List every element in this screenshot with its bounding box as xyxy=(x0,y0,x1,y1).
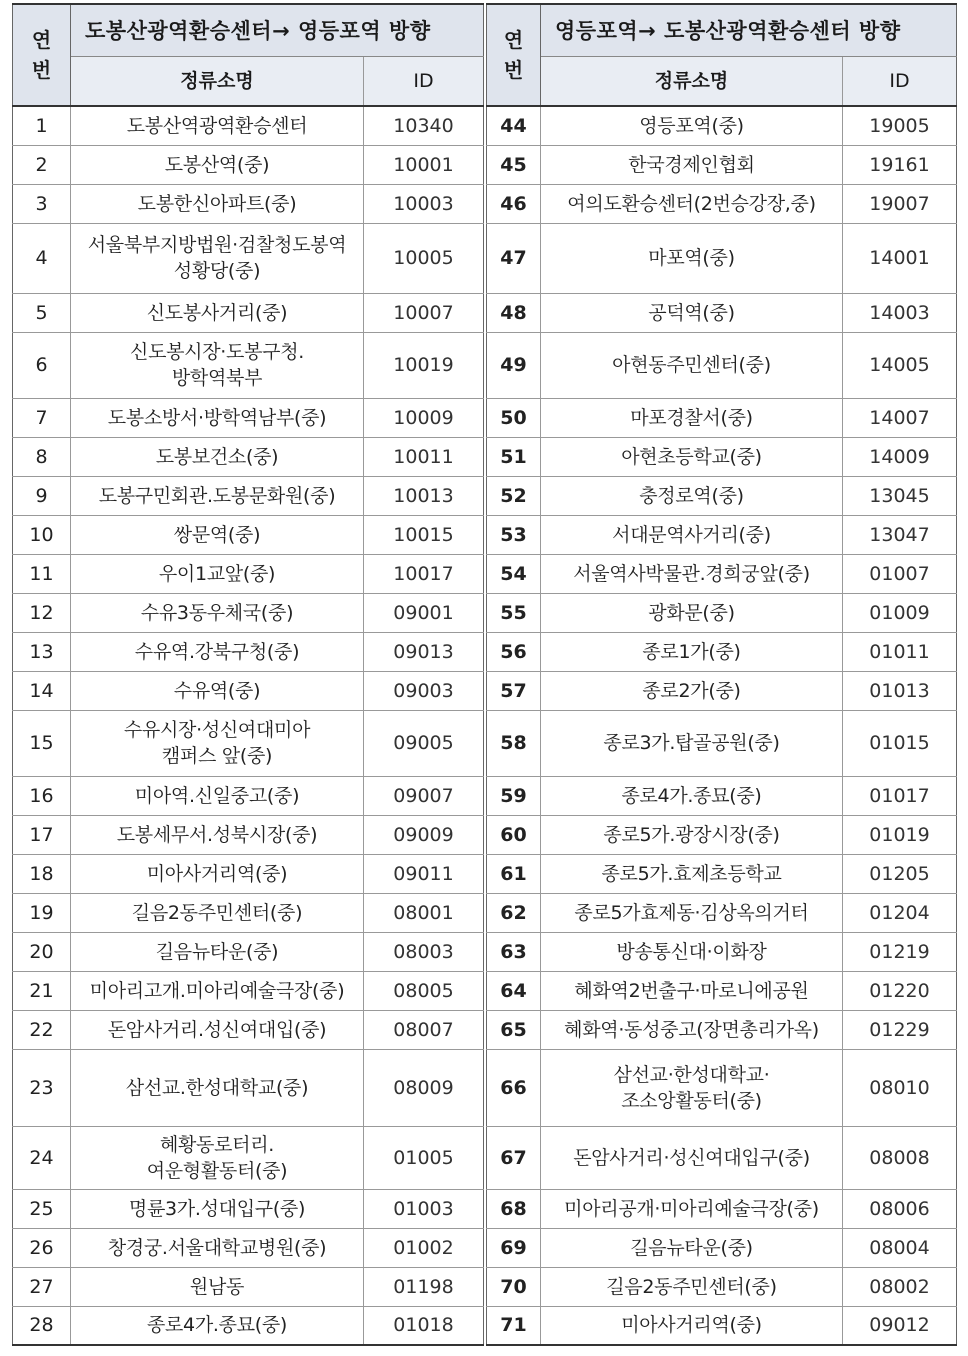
table-row xyxy=(13,932,484,971)
stop-name: 영등포역(중) xyxy=(541,106,843,145)
serial-number: 19 xyxy=(13,893,71,932)
stop-id: 01015 xyxy=(843,710,957,776)
table-row xyxy=(13,1126,484,1189)
table-row xyxy=(13,332,484,398)
serial-number: 57 xyxy=(487,671,541,710)
stop-name-header: 정류소명 xyxy=(71,57,364,107)
stop-id: 10019 xyxy=(364,332,484,398)
stop-id: 19007 xyxy=(843,184,957,223)
stop-id: 10015 xyxy=(364,515,484,554)
table-row xyxy=(13,710,484,776)
table-row xyxy=(487,815,957,854)
serial-number: 9 xyxy=(13,476,71,515)
table-row xyxy=(13,554,484,593)
stop-name: 수유3동우체국(중) xyxy=(71,593,364,632)
stop-id: 14005 xyxy=(843,332,957,398)
table-row xyxy=(487,971,957,1010)
table-row xyxy=(487,332,957,398)
serial-number: 47 xyxy=(487,223,541,293)
stop-id: 01204 xyxy=(843,893,957,932)
stop-name: 쌍문역(중) xyxy=(71,515,364,554)
stop-name: 도봉구민회관.도봉문화원(중) xyxy=(71,476,364,515)
stop-name: 종로5가.효제초등학교 xyxy=(541,854,843,893)
serial-number: 7 xyxy=(13,398,71,437)
table-row xyxy=(13,293,484,332)
stop-name: 수유역.강북구청(중) xyxy=(71,632,364,671)
stop-id: 14007 xyxy=(843,398,957,437)
serial-number: 4 xyxy=(13,223,71,293)
stop-name: 마포역(중) xyxy=(541,223,843,293)
stop-name: 도봉세무서.성북시장(중) xyxy=(71,815,364,854)
stop-id: 10009 xyxy=(364,398,484,437)
stop-name: 도봉산역(중) xyxy=(71,145,364,184)
stop-id: 01018 xyxy=(364,1306,484,1345)
stop-name: 종로5가.광장시장(중) xyxy=(541,815,843,854)
table-row xyxy=(13,1049,484,1126)
table-row xyxy=(487,854,957,893)
serial-number: 13 xyxy=(13,632,71,671)
stop-id: 09001 xyxy=(364,593,484,632)
stop-id: 08005 xyxy=(364,971,484,1010)
serial-number: 44 xyxy=(487,106,541,145)
serial-number: 70 xyxy=(487,1267,541,1306)
table-row xyxy=(13,632,484,671)
serial-number: 12 xyxy=(13,593,71,632)
stop-name: 길음2동주민센터(중) xyxy=(541,1267,843,1306)
serial-number: 2 xyxy=(13,145,71,184)
serial-number: 23 xyxy=(13,1049,71,1126)
serial-number: 21 xyxy=(13,971,71,1010)
stop-id-header: ID xyxy=(843,57,957,107)
table-row xyxy=(487,1267,957,1306)
serial-number: 18 xyxy=(13,854,71,893)
stop-name: 도봉소방서·방학역남부(중) xyxy=(71,398,364,437)
table-row xyxy=(13,1306,484,1345)
stop-id: 01005 xyxy=(364,1126,484,1189)
table-row xyxy=(487,476,957,515)
stop-name: 길음뉴타운(중) xyxy=(71,932,364,971)
stop-name: 종로4가.종묘(중) xyxy=(541,776,843,815)
stop-id: 01229 xyxy=(843,1010,957,1049)
stop-id: 01002 xyxy=(364,1228,484,1267)
stop-id: 01219 xyxy=(843,932,957,971)
stop-id: 01198 xyxy=(364,1267,484,1306)
stop-name: 삼선교·한성대학교· 조소앙활동터(중) xyxy=(541,1049,843,1126)
serial-number: 46 xyxy=(487,184,541,223)
stop-name: 방송통신대·이화장 xyxy=(541,932,843,971)
table-row xyxy=(13,106,484,145)
stop-name: 미아역.신일중고(중) xyxy=(71,776,364,815)
serial-number: 54 xyxy=(487,554,541,593)
table-row xyxy=(13,398,484,437)
serial-number: 69 xyxy=(487,1228,541,1267)
stop-name: 마포경찰서(중) xyxy=(541,398,843,437)
stop-name: 혜화역2번출구·마로니에공원 xyxy=(541,971,843,1010)
stop-id-header: ID xyxy=(364,57,484,107)
serial-number: 8 xyxy=(13,437,71,476)
serial-number: 17 xyxy=(13,815,71,854)
stop-name: 종로3가.탑골공원(중) xyxy=(541,710,843,776)
table-row xyxy=(487,776,957,815)
stop-name: 충정로역(중) xyxy=(541,476,843,515)
stop-id: 10017 xyxy=(364,554,484,593)
table-row xyxy=(487,593,957,632)
stop-id: 19005 xyxy=(843,106,957,145)
serial-number: 60 xyxy=(487,815,541,854)
stop-name: 종로2가(중) xyxy=(541,671,843,710)
stop-name: 한국경제인협회 xyxy=(541,145,843,184)
stop-id: 09003 xyxy=(364,671,484,710)
serial-header: 연 번 xyxy=(13,4,71,106)
stop-id: 01013 xyxy=(843,671,957,710)
stop-id: 13047 xyxy=(843,515,957,554)
table-row xyxy=(487,554,957,593)
stop-id: 01019 xyxy=(843,815,957,854)
stop-name: 서울북부지방법원·검찰청도봉역 성황당(중) xyxy=(71,223,364,293)
table-row xyxy=(487,671,957,710)
serial-number: 55 xyxy=(487,593,541,632)
stop-id: 14003 xyxy=(843,293,957,332)
table-row xyxy=(13,184,484,223)
direction-title: 도봉산광역환승센터→ 영등포역 방향 xyxy=(71,4,484,57)
serial-number: 62 xyxy=(487,893,541,932)
table-row xyxy=(13,1267,484,1306)
stop-name: 서대문역사거리(중) xyxy=(541,515,843,554)
stop-name: 신도봉시장·도봉구청. 방학역북부 xyxy=(71,332,364,398)
stop-id: 01011 xyxy=(843,632,957,671)
stop-name: 도봉한신아파트(중) xyxy=(71,184,364,223)
stop-name-header: 정류소명 xyxy=(541,57,843,107)
table-row xyxy=(487,184,957,223)
stop-id: 10001 xyxy=(364,145,484,184)
stop-name: 공덕역(중) xyxy=(541,293,843,332)
direction-title: 영등포역→ 도봉산광역환승센터 방향 xyxy=(541,4,957,57)
serial-number: 66 xyxy=(487,1049,541,1126)
stop-name: 원남동 xyxy=(71,1267,364,1306)
stop-id: 01017 xyxy=(843,776,957,815)
stop-name: 아현동주민센터(중) xyxy=(541,332,843,398)
serial-number: 10 xyxy=(13,515,71,554)
stop-list xyxy=(13,106,484,1345)
stop-name: 아현초등학교(중) xyxy=(541,437,843,476)
stop-id: 01003 xyxy=(364,1189,484,1228)
serial-number: 58 xyxy=(487,710,541,776)
stop-name: 삼선교.한성대학교(중) xyxy=(71,1049,364,1126)
stop-id: 09007 xyxy=(364,776,484,815)
table-row xyxy=(487,293,957,332)
serial-number: 67 xyxy=(487,1126,541,1189)
table-row xyxy=(13,476,484,515)
table-row xyxy=(13,893,484,932)
serial-number: 64 xyxy=(487,971,541,1010)
stop-name: 광화문(중) xyxy=(541,593,843,632)
table-row xyxy=(487,106,957,145)
stop-id: 10011 xyxy=(364,437,484,476)
stop-name: 돈암사거리.성신여대입(중) xyxy=(71,1010,364,1049)
stop-id: 09012 xyxy=(843,1306,957,1345)
stop-id: 14001 xyxy=(843,223,957,293)
stop-id: 08006 xyxy=(843,1189,957,1228)
stop-name: 우이1교앞(중) xyxy=(71,554,364,593)
stop-id: 08003 xyxy=(364,932,484,971)
stop-id: 13045 xyxy=(843,476,957,515)
serial-number: 50 xyxy=(487,398,541,437)
table-row xyxy=(13,971,484,1010)
serial-number: 52 xyxy=(487,476,541,515)
table-row xyxy=(13,593,484,632)
serial-number: 1 xyxy=(13,106,71,145)
stop-table-right xyxy=(486,3,957,1346)
table-row xyxy=(13,671,484,710)
serial-number: 3 xyxy=(13,184,71,223)
stop-id: 10005 xyxy=(364,223,484,293)
stop-id: 14009 xyxy=(843,437,957,476)
stop-id: 10003 xyxy=(364,184,484,223)
serial-number: 22 xyxy=(13,1010,71,1049)
stop-list xyxy=(487,106,957,1345)
stop-name: 길음2동주민센터(중) xyxy=(71,893,364,932)
table-row xyxy=(487,932,957,971)
serial-number: 68 xyxy=(487,1189,541,1228)
stop-name: 종로5가효제동·김상옥의거터 xyxy=(541,893,843,932)
serial-number: 27 xyxy=(13,1267,71,1306)
stop-id: 08009 xyxy=(364,1049,484,1126)
stop-name: 길음뉴타운(중) xyxy=(541,1228,843,1267)
table-row xyxy=(13,1010,484,1049)
table-row xyxy=(13,815,484,854)
serial-number: 11 xyxy=(13,554,71,593)
stop-name: 미아사거리역(중) xyxy=(71,854,364,893)
stop-id: 09011 xyxy=(364,854,484,893)
stop-id: 19161 xyxy=(843,145,957,184)
stop-name: 종로4가.종묘(중) xyxy=(71,1306,364,1345)
table-row xyxy=(487,1228,957,1267)
table-row xyxy=(487,1049,957,1126)
serial-number: 24 xyxy=(13,1126,71,1189)
serial-number: 26 xyxy=(13,1228,71,1267)
stop-name: 수유역(중) xyxy=(71,671,364,710)
table-row xyxy=(487,1126,957,1189)
serial-number: 28 xyxy=(13,1306,71,1345)
serial-number: 49 xyxy=(487,332,541,398)
stop-id: 01220 xyxy=(843,971,957,1010)
table-row xyxy=(487,893,957,932)
table-row xyxy=(13,223,484,293)
stop-name: 미아리고개.미아리예술극장(중) xyxy=(71,971,364,1010)
stop-name: 창경궁.서울대학교병원(중) xyxy=(71,1228,364,1267)
stop-id: 10007 xyxy=(364,293,484,332)
table-row xyxy=(487,1189,957,1228)
table-row xyxy=(487,398,957,437)
table-row xyxy=(487,1306,957,1345)
stop-name: 여의도환승센터(2번승강장,중) xyxy=(541,184,843,223)
serial-number: 5 xyxy=(13,293,71,332)
stop-id: 08002 xyxy=(843,1267,957,1306)
stop-id: 09009 xyxy=(364,815,484,854)
serial-number: 51 xyxy=(487,437,541,476)
serial-number: 45 xyxy=(487,145,541,184)
stop-id: 09013 xyxy=(364,632,484,671)
stop-name: 수유시장·성신여대미아 캠퍼스 앞(중) xyxy=(71,710,364,776)
stop-id: 10013 xyxy=(364,476,484,515)
serial-number: 65 xyxy=(487,1010,541,1049)
serial-number: 63 xyxy=(487,932,541,971)
stop-name: 도봉보건소(중) xyxy=(71,437,364,476)
serial-number: 59 xyxy=(487,776,541,815)
stop-id: 08010 xyxy=(843,1049,957,1126)
stop-name: 혜황동로터리. 여운형활동터(중) xyxy=(71,1126,364,1189)
table-row xyxy=(487,223,957,293)
stop-id: 09005 xyxy=(364,710,484,776)
stop-id: 08008 xyxy=(843,1126,957,1189)
stop-name: 서울역사박물관.경희궁앞(중) xyxy=(541,554,843,593)
stop-name: 미아사거리역(중) xyxy=(541,1306,843,1345)
table-row xyxy=(13,515,484,554)
serial-number: 6 xyxy=(13,332,71,398)
serial-number: 71 xyxy=(487,1306,541,1345)
serial-number: 48 xyxy=(487,293,541,332)
table-row xyxy=(13,437,484,476)
stop-name: 신도봉사거리(중) xyxy=(71,293,364,332)
serial-number: 53 xyxy=(487,515,541,554)
stop-name: 도봉산역광역환승센터 xyxy=(71,106,364,145)
stop-id: 01007 xyxy=(843,554,957,593)
serial-number: 14 xyxy=(13,671,71,710)
serial-number: 25 xyxy=(13,1189,71,1228)
table-row xyxy=(487,437,957,476)
table-row xyxy=(13,1189,484,1228)
stop-id: 08004 xyxy=(843,1228,957,1267)
serial-header: 연 번 xyxy=(487,4,541,106)
stop-id: 01205 xyxy=(843,854,957,893)
stop-name: 돈암사거리·성신여대입구(중) xyxy=(541,1126,843,1189)
table-row xyxy=(487,145,957,184)
table-row xyxy=(13,776,484,815)
table-row xyxy=(487,632,957,671)
serial-number: 61 xyxy=(487,854,541,893)
table-row xyxy=(487,1010,957,1049)
stop-name: 명륜3가.성대입구(중) xyxy=(71,1189,364,1228)
table-row xyxy=(13,854,484,893)
table-row xyxy=(487,710,957,776)
serial-number: 20 xyxy=(13,932,71,971)
serial-number: 56 xyxy=(487,632,541,671)
stop-name: 미아리공개·미아리예술극장(중) xyxy=(541,1189,843,1228)
serial-number: 15 xyxy=(13,710,71,776)
table-row xyxy=(487,515,957,554)
stop-id: 01009 xyxy=(843,593,957,632)
stop-name: 혜화역·동성중고(장면총리가옥) xyxy=(541,1010,843,1049)
stop-name: 종로1가(중) xyxy=(541,632,843,671)
stop-id: 08001 xyxy=(364,893,484,932)
table-row xyxy=(13,145,484,184)
stop-table-left xyxy=(12,3,484,1346)
table-row xyxy=(13,1228,484,1267)
stop-id: 08007 xyxy=(364,1010,484,1049)
stop-id: 10340 xyxy=(364,106,484,145)
serial-number: 16 xyxy=(13,776,71,815)
